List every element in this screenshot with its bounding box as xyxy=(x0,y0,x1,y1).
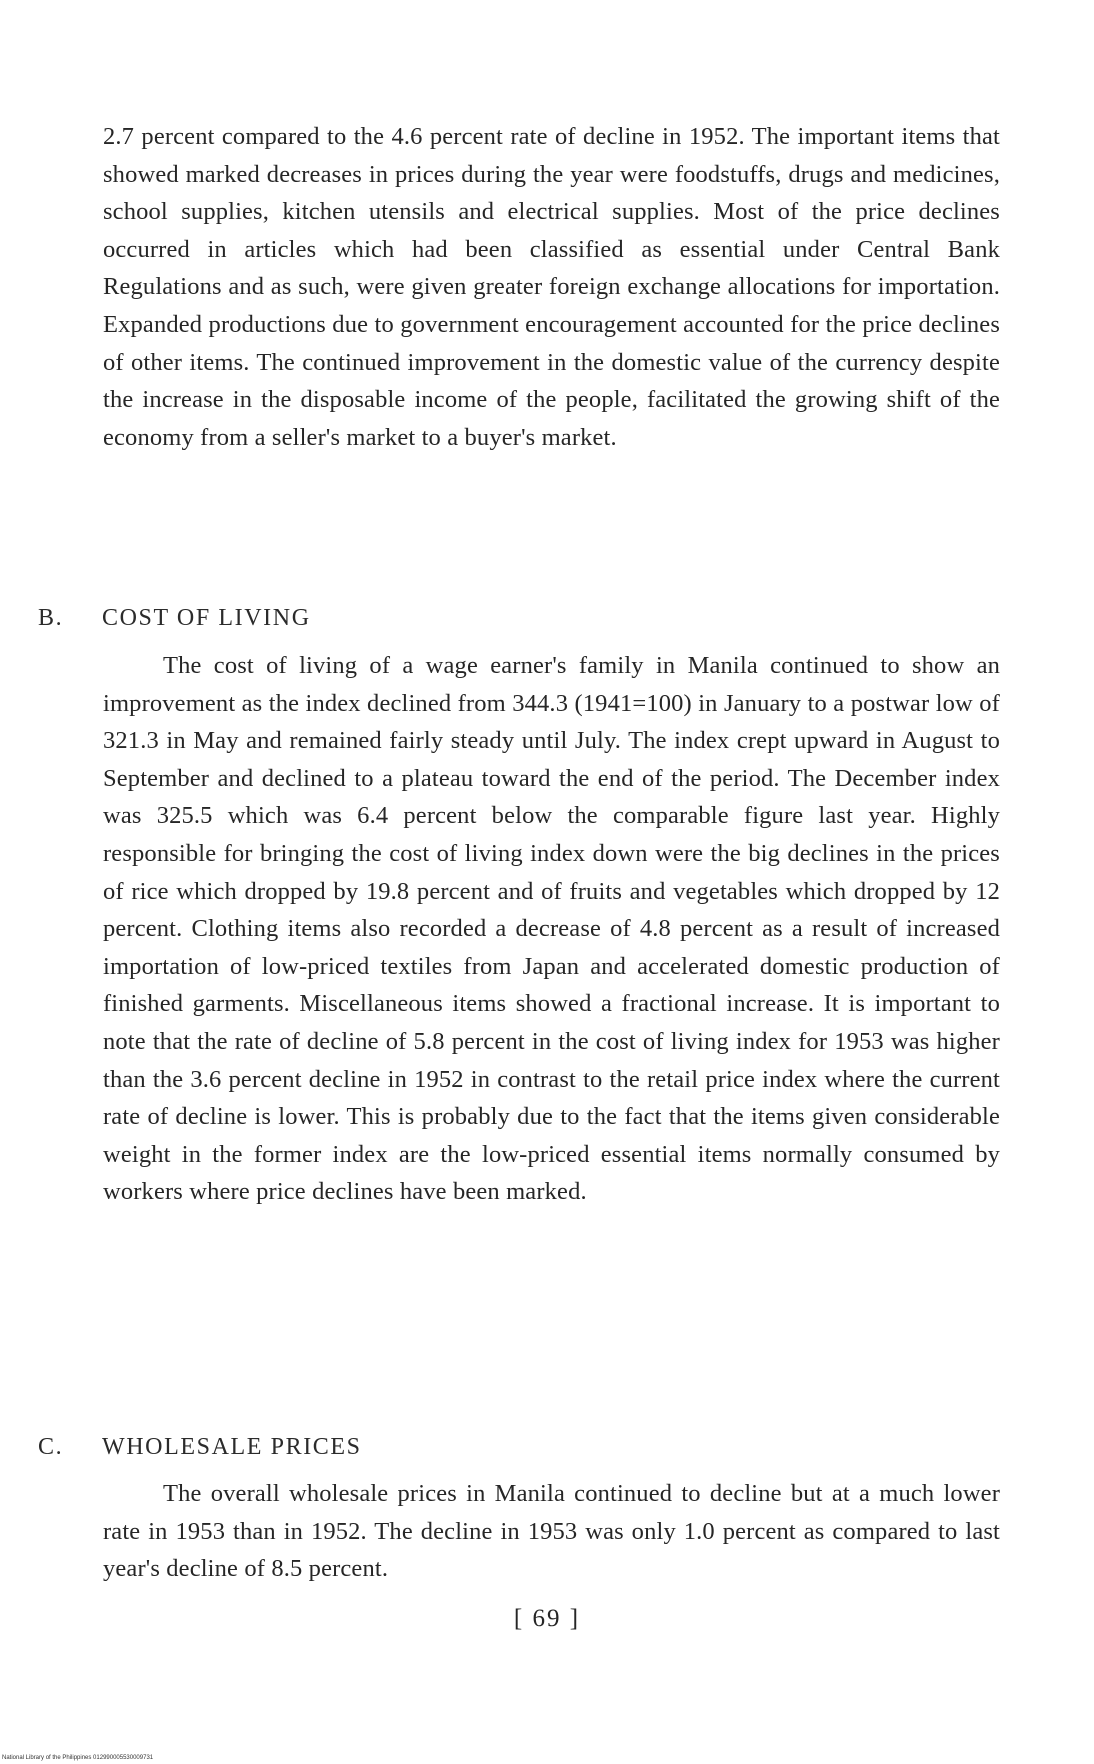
section-letter: C. xyxy=(38,1434,64,1460)
scan-footer-caption: National Library of the Philippines 012990005530009731 xyxy=(2,1755,154,1761)
paragraph-cost-of-living: The cost of living of a wage earner's family in Manila continued to show an improvement as the index declined from 344.3 (1941=100) in January to a postwar low of 321.3 in May and remained fairly steady until July. The index crept upward in August to September and declined to a plateau toward the end of the period. The December index was 325.5 which was 6.4 percent below the comparable figure last year. Highly responsible for bringing the cost of living index down were the big declines in the prices of rice which dropped by 19.8 percent and of fruits and vegetables which dropped by 12 percent. Clothing items also recorded a decrease of 4.8 percent as a result of increased importation of low-priced textiles from Japan and accelerated domestic production of finished garments. Miscellaneous items showed a fractional increase. It is important to note that the rate of decline of 5.8 percent in the cost of living index for 1953 was higher than the 3.6 percent decline in 1952 in contrast to the retail price index where the current rate of decline is lower. This is probably due to the fact that the items given considerable weight in the former index are the low-priced essential items normally consumed by workers where price declines have been marked. xyxy=(103,652,1000,1206)
paragraph-retail-prices-continued: 2.7 percent compared to the 4.6 percent rate of decline in 1952. The important items that showed marked decreases in prices during the year were foodstuffs, drugs and medicines, school supplies, kitchen utensils and electrical supplies. Most of the price declines occurred in articles which had been classified as essential under Central Bank Regulations and as such, were given greater foreign exchange allocations for importation. Expanded productions due to government encouragement accounted for the price declines of other items. The continued improvement in the domestic value of the currency despite the increase in the disposable income of the people, facilitated the growing shift of the economy from a seller's market to a buyer's market. xyxy=(103,123,1000,451)
section-letter: B. xyxy=(38,605,64,631)
page-number: [ 69 ] xyxy=(513,1605,581,1632)
paragraph-wholesale-prices: The overall wholesale prices in Manila continued to decline but at a much lower rate in 1953 than in 1952. The decline in 1953 was only 1.0 percent as compared to last year's decline of 8.5 percent. xyxy=(103,1480,1000,1583)
section-title: WHOLESALE PRICES xyxy=(102,1434,362,1460)
section-heading-cost-of-living xyxy=(38,605,311,632)
section-title: COST OF LIVING xyxy=(102,605,311,631)
section-heading-wholesale-prices xyxy=(38,1434,362,1461)
